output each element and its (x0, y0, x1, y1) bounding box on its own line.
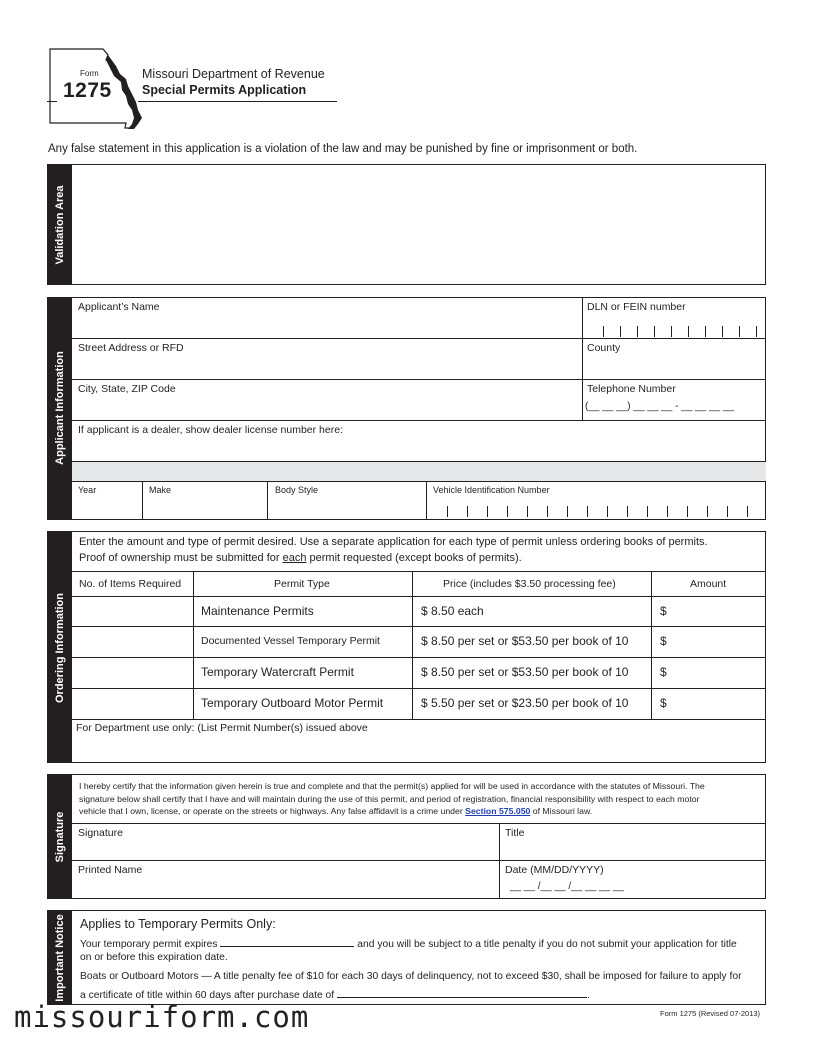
applicant-name-label: Applicant’s Name (78, 301, 160, 313)
items-input-maintenance[interactable] (72, 597, 193, 626)
notice-line-1-post: and you will be subject to a title penalty if you do not submit your application for title (357, 939, 737, 950)
department-use-label: For Department use only: (List Permit Number(s) issued above (76, 722, 368, 734)
price-maintenance: $ 8.50 each (421, 604, 484, 618)
ordering-information-section (47, 531, 766, 763)
table-column-border (412, 571, 413, 719)
department-name: Missouri Department of Revenue (142, 67, 325, 81)
price-documented-vessel: $ 8.50 per set or $53.50 per book of 10 (421, 634, 629, 648)
body-style-field[interactable] (268, 482, 426, 520)
dealer-license-label: If applicant is a dealer, show dealer license number here: (78, 424, 343, 436)
title-field[interactable] (500, 824, 766, 860)
items-input-outboard-motor[interactable] (72, 689, 193, 719)
form-title: Special Permits Application (142, 83, 307, 97)
items-input-watercraft[interactable] (72, 658, 193, 688)
applicant-name-field[interactable] (72, 298, 582, 338)
amount-maintenance[interactable]: $ (660, 604, 667, 618)
date-label: Date (MM/DD/YYYY) (505, 864, 604, 876)
city-state-zip-label: City, State, ZIP Code (78, 383, 176, 395)
signature-sidebar (48, 775, 72, 898)
year-label: Year (78, 485, 97, 495)
county-field[interactable] (583, 339, 766, 379)
make-field[interactable] (143, 482, 267, 520)
notice-line-2: on or before this expiration date. (80, 952, 228, 963)
body-style-label: Body Style (275, 485, 319, 495)
permit-type-outboard-motor: Temporary Outboard Motor Permit (201, 696, 384, 710)
applicant-sidebar (48, 298, 72, 519)
dln-fein-field[interactable] (583, 298, 766, 338)
notice-line-1-pre: Your temporary permit expires (80, 939, 218, 950)
amount-watercraft[interactable]: $ (660, 665, 667, 679)
column-header-items: No. of Items Required (79, 578, 182, 590)
permit-type-documented-vessel: Documented Vessel Temporary Permit (201, 635, 380, 647)
price-outboard-motor: $ 5.50 per set or $23.50 per book of 10 (421, 696, 629, 710)
vin-label: Vehicle Identification Number (433, 485, 550, 495)
title-label: Title (505, 827, 525, 839)
year-field[interactable] (72, 482, 142, 520)
street-address-label: Street Address or RFD (78, 342, 184, 354)
ordering-instructions-2-pre: Proof of ownership must be submitted for (79, 552, 283, 564)
dln-fein-label: DLN or FEIN number (587, 301, 686, 313)
applicant-information-section (47, 297, 766, 520)
column-header-permit-type: Permit Type (274, 578, 330, 590)
certification-line-3 (79, 805, 764, 818)
ordering-instructions-2-post: permit requested (except books of permits). (306, 552, 522, 564)
validation-sidebar (48, 165, 72, 284)
printed-name-field[interactable] (72, 861, 499, 899)
certification-text (79, 780, 764, 818)
items-input-documented-vessel[interactable] (72, 627, 193, 657)
price-watercraft: $ 8.50 per set or $53.50 per book of 10 (421, 665, 629, 679)
notice-line-4 (80, 987, 590, 1001)
vin-digit-boxes (447, 506, 748, 517)
section-575-050-link[interactable]: Section 575.050 (465, 806, 531, 816)
table-column-border (651, 571, 652, 719)
shaded-separator (72, 462, 766, 482)
applicant-sidebar-label: Applicant Information (54, 351, 66, 465)
signature-label: Signature (78, 827, 123, 839)
purchase-date-blank[interactable] (337, 987, 587, 998)
form-number: 1275 (63, 79, 112, 102)
ordering-instructions-1: Enter the amount and type of permit desired. Use a separate application for each type of permit unless ordering books of permits. (79, 536, 708, 548)
signature-section (47, 774, 766, 899)
form-word: Form (80, 69, 99, 78)
table-column-border (193, 571, 194, 719)
notice-line-1 (80, 936, 737, 950)
form-number-underline (47, 101, 57, 102)
city-state-zip-field[interactable] (72, 380, 582, 420)
date-field[interactable] (500, 861, 766, 899)
printed-name-label: Printed Name (78, 864, 143, 876)
watermark-text: missouriform.com (14, 1000, 310, 1034)
notice-line-4-post: . (587, 990, 590, 1001)
make-label: Make (149, 485, 172, 495)
vin-field[interactable] (427, 482, 766, 520)
ordering-sidebar-label: Ordering Information (54, 593, 66, 703)
ordering-sidebar (48, 532, 72, 762)
date-mask: __ __ /__ __ /__ __ __ __ (510, 881, 624, 892)
signature-sidebar-label: Signature (54, 811, 66, 863)
notice-sidebar-label: Important Notice (54, 914, 66, 1002)
certification-line-3-post: of Missouri law. (530, 806, 593, 816)
form-revision: Form 1275 (Revised 07-2013) (660, 1009, 761, 1018)
ordering-instructions-2-each: each (282, 552, 307, 564)
certification-line-3-pre: vehicle that I own, license, or operate on the streets or highways. Any false affidavit is a crime under (79, 806, 466, 816)
validation-sidebar-label: Validation Area (54, 185, 66, 265)
column-header-amount: Amount (690, 578, 727, 590)
amount-documented-vessel[interactable]: $ (660, 634, 667, 648)
column-header-price: Price (includes $3.50 processing fee) (443, 578, 616, 590)
expiration-date-blank[interactable] (220, 936, 354, 947)
certification-line-1: I hereby certify that the information given herein is true and complete and that the permit(s) applied for will be used in accordance with the statutes of Missouri. The (79, 781, 705, 791)
ordering-instructions-2 (79, 552, 522, 564)
telephone-label: Telephone Number (587, 383, 676, 395)
street-address-field[interactable] (72, 339, 582, 379)
dealer-license-field[interactable] (72, 421, 766, 461)
notice-heading: Applies to Temporary Permits Only: (80, 917, 276, 931)
amount-outboard-motor[interactable]: $ (660, 696, 667, 710)
title-underline (138, 101, 337, 102)
permit-type-watercraft: Temporary Watercraft Permit (201, 665, 354, 679)
dln-digit-boxes (603, 326, 757, 337)
certification-line-2: signature below shall certify that I have and will maintain during the use of this permit, and period of registration, financial responsibility with respect to each motor (79, 793, 700, 804)
validation-area-section (47, 164, 766, 285)
table-top-border (72, 571, 766, 572)
notice-line-3: Boats or Outboard Motors — A title penalty fee of $10 for each 30 days of delinquency, not to exceed $30, shall be imposed for failure to apply for (80, 971, 742, 982)
table-row-border (72, 719, 766, 720)
telephone-field[interactable] (583, 380, 766, 420)
permit-type-maintenance: Maintenance Permits (201, 604, 314, 618)
county-label: County (587, 342, 621, 354)
important-notice-section (47, 910, 766, 1005)
notice-sidebar (48, 911, 72, 1004)
notice-line-4-pre: a certificate of title within 60 days after purchase date of (80, 990, 335, 1001)
signature-field[interactable] (72, 824, 499, 860)
telephone-mask: (__ __ __) __ __ __ - __ __ __ __ (585, 401, 735, 412)
false-statement-warning: Any false statement in this application is a violation of the law and may be punished by fine or imprisonment or both. (48, 143, 638, 155)
